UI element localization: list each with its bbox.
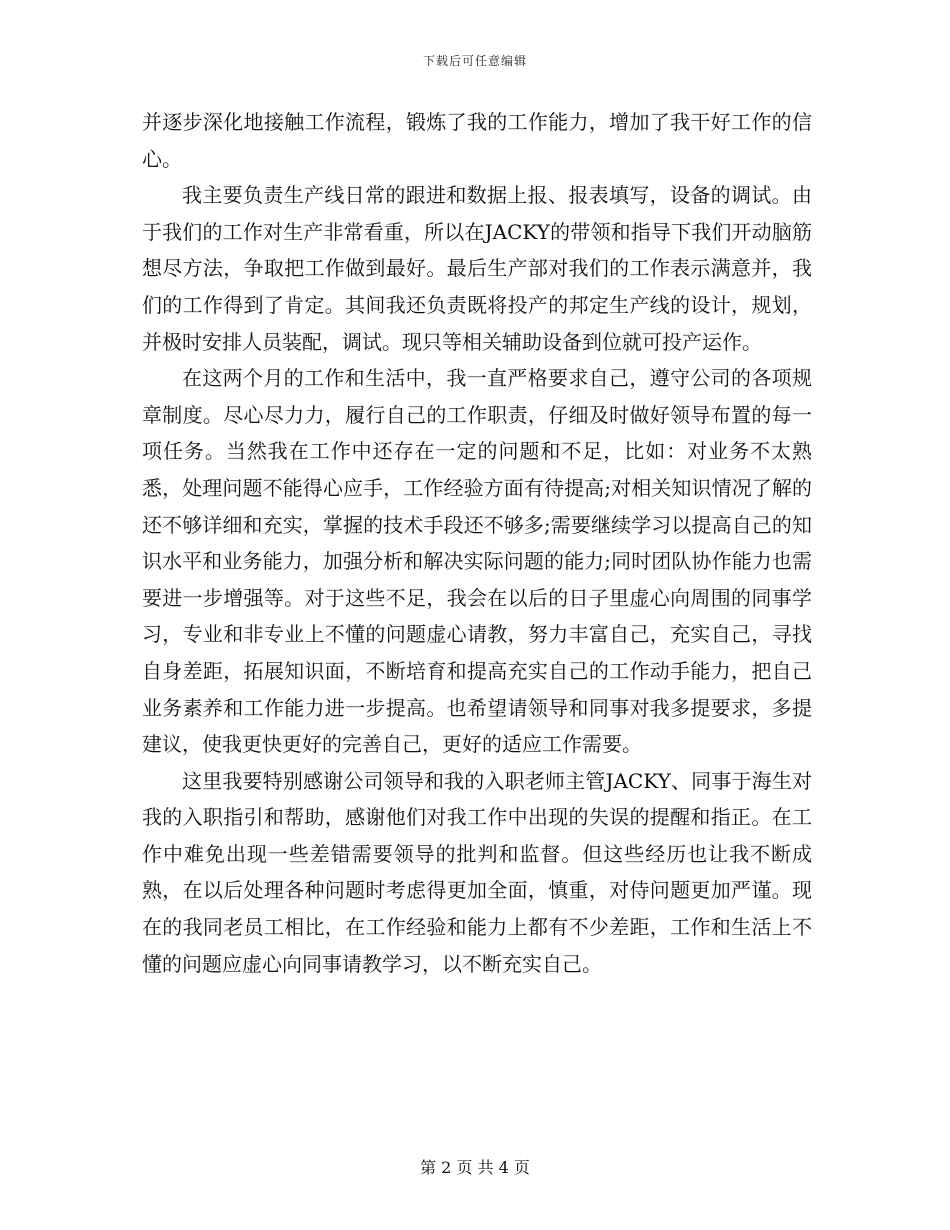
paragraph-responsibilities: 我主要负责生产线日常的跟进和数据上报、报表填写，设备的调试。由于我们的工作对生产非常看重，所以在JACKY的带领和指导下我们开动脑筋想尽方法，争取把工作做到最好。最后生产部对我们的工作表示满意并，我们的工作得到了肯定。其间我还负责既将投产的邦定生产线的设计，规划，并极时安排人员装配，调试。现只等相关辅助设备到位就可投产运作。 (142, 183, 812, 354)
paragraph-continuation: 并逐步深化地接触工作流程，锻炼了我的工作能力，增加了我干好工作的信心。 (142, 110, 812, 171)
paragraph-thanks: 这里我要特别感谢公司领导和我的入职老师主管JACKY、同事于海生对我的入职指引和帮助，感谢他们对我工作中出现的失误的提醒和指正。在工作中难免出现一些差错需要领导的批判和监督。但这些经历也让我不断成熟，在以后处理各种问题时考虑得更加全面，慎重，对侍问题更加严谨。现在的我同老员工相比，在工作经验和能力上都有不少差距，工作和生活上不懂的问题应虚心向同事请教学习，以不断充实自己。 (142, 768, 812, 976)
document-body (142, 104, 812, 982)
page-number-footer: 第 2 页 共 4 页 (420, 1158, 530, 1177)
paragraph-self-assessment: 在这两个月的工作和生活中，我一直严格要求自己，遵守公司的各项规章制度。尽心尽力力，履行自己的工作职责，仔细及时做好领导布置的每一项任务。当然我在工作中还存在一定的问题和不足，比如：对业务不太熟悉，处理问题不能得心应手，工作经验方面有待提高;对相关知识情况了解的还不够详细和充实，掌握的技术手段还不够多;需要继续学习以提高自己的知识水平和业务能力，加强分析和解决实际问题的能力;同时团队协作能力也需要进一步增强等。对于这些不足，我会在以后的日子里虚心向周围的同事学习，专业和非专业上不懂的问题虚心请教，努力丰富自己，充实自己，寻找自身差距，拓展知识面，不断培育和提高充实自己的工作动手能力，把自己业务素养和工作能力进一步提高。也希望请领导和同事对我多提要求，多提建议，使我更快更好的完善自己，更好的适应工作需要。 (142, 366, 812, 757)
page-header: 下载后可任意编辑 (422, 54, 527, 68)
